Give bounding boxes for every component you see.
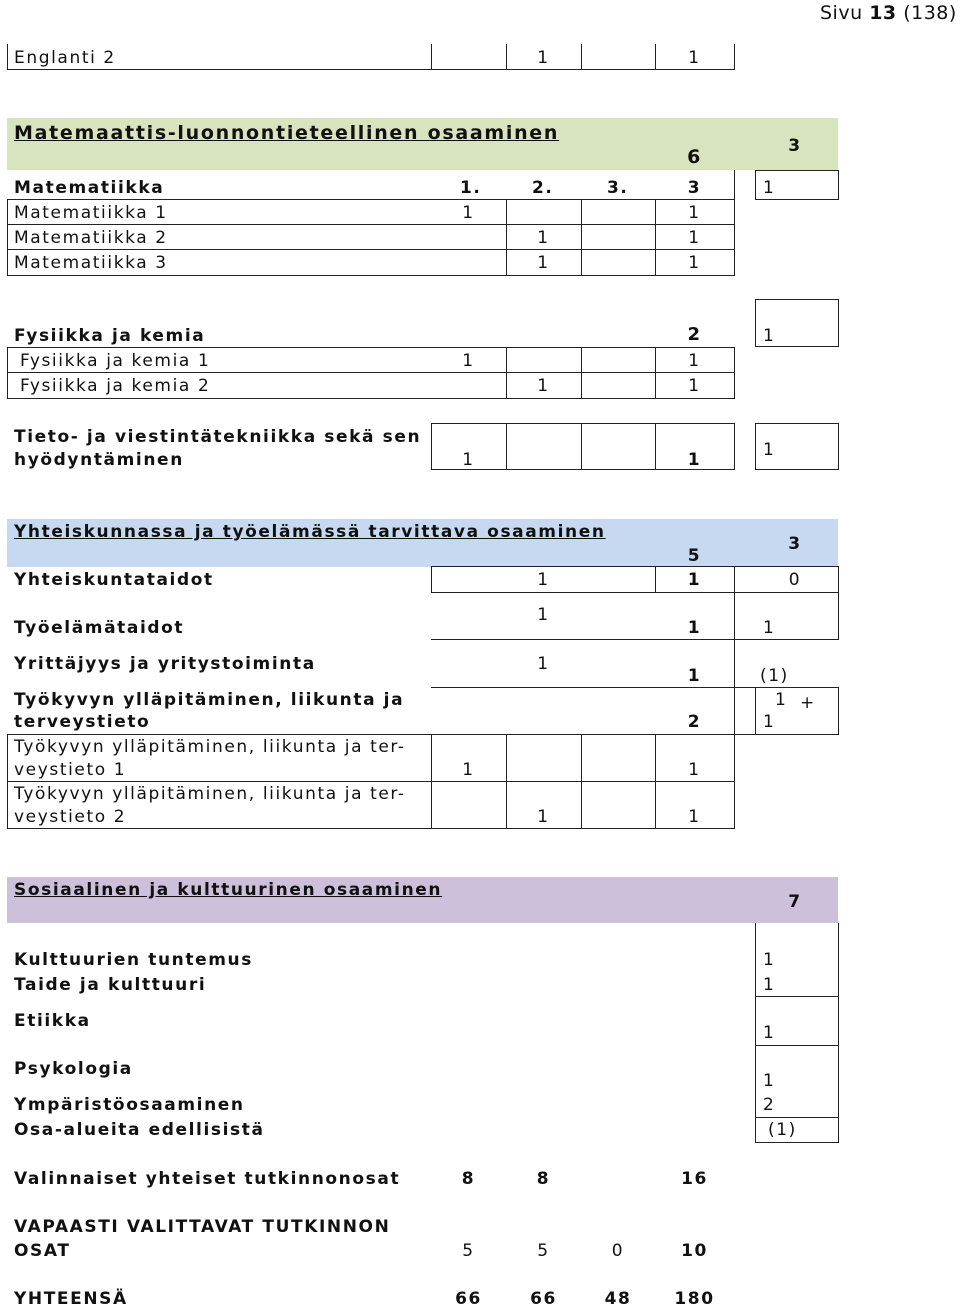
tyokyky-1-label-line2: veystieto 1 [14, 760, 127, 780]
tyokyky-2-label-line2: veystieto 2 [14, 807, 127, 827]
taide-label: Taide ja kulttuuri [14, 975, 207, 995]
valinnaiset-label: Valinnaiset yhteiset tutkinnonosat [14, 1169, 401, 1189]
etiikka-label: Etiikka [14, 1011, 91, 1031]
yhteensa-label: YHTEENSÄ [14, 1289, 128, 1309]
table-line [734, 44, 735, 70]
kulttuurien-tuntemus-label: Kulttuurien tuntemus [14, 950, 253, 970]
matematiikka-total: 3 [687, 178, 702, 198]
osa-alueita-side: (1) [768, 1120, 797, 1140]
valinnaiset-total: 16 [681, 1169, 708, 1189]
table-line [581, 423, 582, 470]
matematiikka-label: Matematiikka [14, 178, 165, 198]
english-label: Englanti 2 [14, 48, 116, 68]
matematiikka-2-label: Matematiikka 2 [14, 228, 168, 248]
table-line [581, 734, 582, 829]
matematiikka-h2: 2. [532, 178, 554, 198]
yrittajyys-side: (1) [760, 666, 789, 686]
page-total: (138) [903, 2, 957, 24]
tyokyky-total: 2 [687, 712, 702, 732]
tyokyky-side-1: 1 [775, 690, 788, 710]
physics-2-total: 1 [688, 376, 701, 396]
matematiikka-3-label: Matematiikka 3 [14, 253, 168, 273]
matematiikka-3-col2: 1 [537, 253, 550, 273]
table-line [734, 640, 735, 688]
english-col2: 1 [537, 48, 550, 68]
tyoelamataidot-total: 1 [687, 618, 702, 638]
matematiikka-2-total: 1 [688, 228, 701, 248]
ict-side: 1 [763, 440, 776, 460]
table-line [431, 734, 432, 829]
physics-1-total: 1 [688, 351, 701, 371]
table-line [7, 398, 735, 399]
taide-side: 1 [763, 975, 776, 995]
tyoelamataidot-col2: 1 [537, 605, 550, 625]
table-line [506, 423, 507, 470]
society-section-side-total: 3 [788, 534, 802, 554]
tyokyky-2-label-line1: Työkyvyn ylläpitäminen, liikunta ja ter- [14, 784, 406, 804]
yhteiskuntataidot-label: Yhteiskuntataidot [14, 570, 214, 590]
vapaasti-col3: 0 [611, 1241, 625, 1261]
physics-2-label: Fysiikka ja kemia 2 [20, 376, 211, 396]
table-line [7, 347, 735, 348]
tyokyky-side-2: 1 [763, 712, 776, 732]
social-section-title: Sosiaalinen ja kulttuurinen osaaminen [14, 880, 443, 900]
table-line [734, 170, 735, 276]
table-line [734, 688, 735, 735]
page-prefix: Sivu [820, 2, 863, 24]
ict-label-line2: hyödyntäminen [14, 450, 184, 470]
table-line [581, 199, 582, 276]
tyoelamataidot-label: Työelämätaidot [14, 618, 185, 638]
math-section-title: Matemaattis-luonnontieteellinen osaaminen [14, 122, 560, 144]
table-line [7, 734, 8, 829]
tyokyky-plus: + [800, 693, 816, 713]
table-line [581, 347, 582, 399]
matematiikka-1-label: Matematiikka 1 [14, 203, 168, 223]
physics-total: 2 [687, 324, 702, 345]
table-line [431, 687, 839, 688]
tyoelamataidot-side: 1 [763, 618, 776, 638]
table-line [838, 593, 839, 640]
tyokyky-2-col2: 1 [537, 807, 550, 827]
valinnaiset-col2: 8 [536, 1169, 551, 1189]
osa-alueita-label: Osa-alueita edellisistä [14, 1120, 265, 1140]
vapaasti-label-line1: VAPAASTI VALITTAVAT TUTKINNON [14, 1217, 391, 1237]
table-line [755, 1117, 839, 1118]
tyokyky-label-line2: terveystieto [14, 712, 151, 732]
yrittajyys-col2: 1 [537, 654, 550, 674]
table-line [431, 44, 432, 70]
yhteensa-col1: 66 [455, 1289, 482, 1309]
table-line [838, 923, 839, 1143]
table-line [7, 372, 735, 373]
physics-1-col1: 1 [462, 351, 475, 371]
table-line [755, 923, 756, 1143]
table-line [7, 44, 8, 70]
english-total: 1 [688, 48, 701, 68]
yhteensa-col2: 66 [530, 1289, 557, 1309]
table-line [7, 69, 735, 70]
math-section-side-total: 3 [788, 136, 802, 156]
matematiikka-side: 1 [763, 178, 776, 198]
tyokyky-1-label-line1: Työkyvyn ylläpitäminen, liikunta ja ter- [14, 737, 406, 757]
physics-label: Fysiikka ja kemia [14, 326, 206, 346]
vapaasti-col2: 5 [537, 1241, 550, 1261]
matematiikka-h1: 1. [460, 178, 482, 198]
table-line [734, 347, 735, 399]
yrittajyys-total: 1 [687, 666, 702, 686]
ict-label-line1: Tieto- ja viestintätekniikka sekä sen [14, 427, 422, 447]
kulttuurien-tuntemus-side: 1 [763, 950, 776, 970]
table-line [838, 688, 839, 735]
table-line [734, 734, 735, 829]
yhteensa-total: 180 [674, 1289, 715, 1309]
table-line [7, 199, 735, 200]
table-line [7, 781, 735, 782]
tyokyky-label-line1: Työkyvyn ylläpitäminen, liikunta ja [14, 690, 405, 710]
vapaasti-total: 10 [681, 1241, 708, 1261]
matematiikka-3-total: 1 [688, 253, 701, 273]
page-number [820, 3, 957, 23]
ymparisto-side: 2 [763, 1095, 776, 1115]
yrittajyys-label: Yrittäjyys ja yritystoiminta [14, 654, 316, 674]
page-current: 13 [869, 2, 897, 24]
table-line [755, 688, 756, 735]
psykologia-side: 1 [763, 1071, 776, 1091]
physics-side: 1 [763, 326, 776, 346]
vapaasti-label-line2: OSAT [14, 1241, 71, 1261]
etiikka-side: 1 [763, 1023, 776, 1043]
table-line [7, 828, 735, 829]
table-line [755, 1142, 839, 1143]
table-line [7, 249, 735, 250]
yhteiskuntataidot-total: 1 [687, 570, 702, 590]
table-line [431, 639, 839, 640]
physics-1-label: Fysiikka ja kemia 1 [20, 351, 211, 371]
matematiikka-1-col1: 1 [462, 203, 475, 223]
table-line [581, 44, 582, 70]
valinnaiset-col1: 8 [461, 1169, 476, 1189]
table-line [7, 275, 735, 276]
matematiikka-2-col2: 1 [537, 228, 550, 248]
table-line [734, 566, 735, 593]
ymparisto-label: Ympäristöosaaminen [14, 1095, 245, 1115]
yhteensa-col3: 48 [604, 1289, 632, 1309]
matematiikka-h3: 3. [607, 178, 629, 198]
table-line [7, 199, 8, 276]
math-section-total: 6 [687, 146, 702, 168]
tyokyky-1-total: 1 [688, 760, 701, 780]
table-line [7, 347, 8, 399]
physics-2-col2: 1 [537, 376, 550, 396]
tyokyky-2-total: 1 [688, 807, 701, 827]
society-section-total: 5 [687, 546, 702, 566]
table-line [7, 734, 839, 735]
yhteiskuntataidot-side: 0 [788, 570, 802, 590]
ict-col1: 1 [462, 450, 475, 470]
yhteiskuntataidot-col2: 1 [537, 570, 550, 590]
table-line [7, 224, 735, 225]
vapaasti-col1: 5 [462, 1241, 475, 1261]
ict-total: 1 [687, 450, 702, 470]
matematiikka-1-total: 1 [688, 203, 701, 223]
society-section-title: Yhteiskunnassa ja työelämässä tarvittava osaaminen [14, 522, 606, 542]
table-line [755, 996, 839, 997]
social-section-side-total: 7 [788, 892, 802, 912]
table-line [755, 1045, 839, 1046]
table-line [734, 593, 735, 640]
tyokyky-1-col1: 1 [462, 760, 475, 780]
psykologia-label: Psykologia [14, 1059, 133, 1079]
